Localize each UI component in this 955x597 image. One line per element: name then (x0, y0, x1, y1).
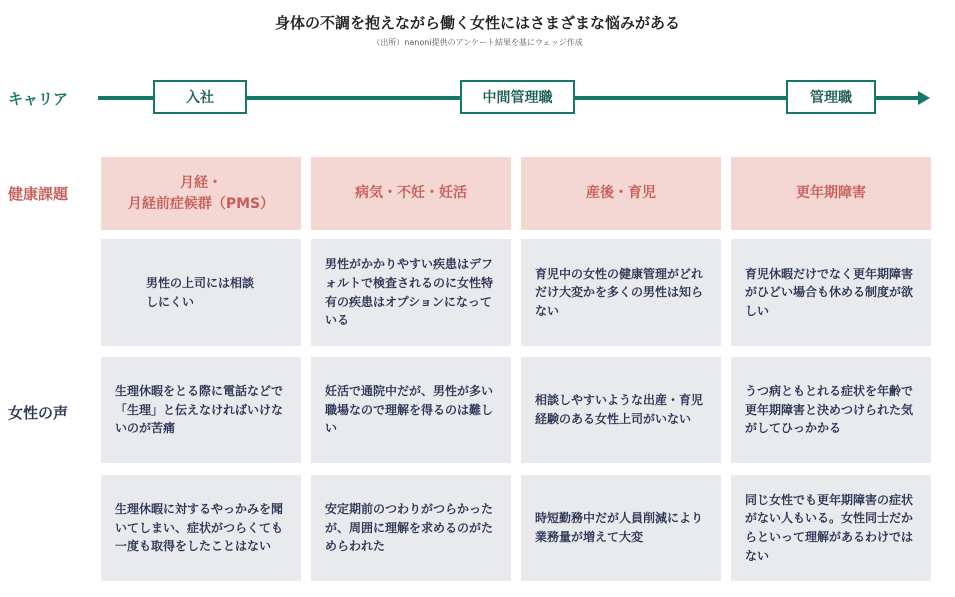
health-issue-fertility: 病気・不妊・妊活 (311, 157, 511, 230)
voice-card (101, 357, 301, 463)
row-label-health: 健康課題 (8, 185, 69, 203)
voice-text: 育児中の女性の健康管理がどれだけ大変かを多くの男性は知らない (535, 266, 704, 318)
voice-text: 時短勤務中だが人員削減により業務量が増えて大変 (535, 511, 704, 544)
voice-card (731, 239, 931, 346)
voice-text: 男性の上司には相談しにくい (146, 275, 255, 309)
voice-card (101, 475, 301, 581)
voice-card (731, 357, 931, 463)
voice-text: 男性がかかりやすい疾患はデフォルトで検査されるのに女性特有の疾患はオプションになっている (325, 257, 494, 328)
voice-text: 育児休暇だけでなく更年期障害がひどい場合も休める制度が欲しい (745, 266, 914, 318)
row-label-voice: 女性の声 (8, 404, 69, 422)
voice-card (521, 357, 721, 463)
voice-card (311, 239, 511, 346)
voice-card (101, 239, 301, 346)
voice-text: 相談しやすいような出産・育児経験のある女性上司がいない (535, 393, 704, 426)
voice-card (521, 475, 721, 581)
voice-text: 生理休暇に対するやっかみを聞いてしまい、症状がつらくても一度も取得をしたことはない (115, 502, 284, 554)
health-issue-menopause: 更年期障害 (731, 157, 931, 230)
voice-text: 同じ女性でも更年期障害の症状がない人もいる。女性同士だからといって理解があるわけではない (745, 492, 914, 563)
timeline-arrow-icon (918, 91, 930, 105)
voice-card (731, 475, 931, 581)
health-issue-childcare: 産後・育児 (521, 157, 721, 230)
health-issue-menstruation: 月経・ 月経前症候群（PMS） (101, 157, 301, 230)
page-title: 身体の不調を抱えながら働く女性にはさまざまな悩みがある (274, 14, 680, 32)
voice-card (521, 239, 721, 346)
row-label-career: キャリア (8, 90, 69, 108)
voice-card (311, 357, 511, 463)
voice-text: 安定期前のつわりがつらかったが、周囲に理解を求めるのがためらわれた (325, 502, 494, 554)
voice-text: うつ病ともとれる症状を年齢で更年期障害と決めつけられた気がしてひっかかる (745, 384, 914, 436)
voice-text: 生理休暇をとる際に電話などで「生理」と伝えなければいけないのが苦痛 (115, 384, 284, 436)
voice-text: 妊活で通院中だが、男性が多い職場なので理解を得るのは難しい (325, 384, 494, 436)
career-stage-manager: 管理職 (786, 80, 876, 114)
voice-card (311, 475, 511, 581)
source-note: （出所）nanoni提供のアンケート結果を基にウェッジ作成 (372, 38, 583, 47)
career-stage-middle-manager: 中間管理職 (460, 80, 575, 114)
career-stage-entry: 入社 (153, 80, 247, 114)
